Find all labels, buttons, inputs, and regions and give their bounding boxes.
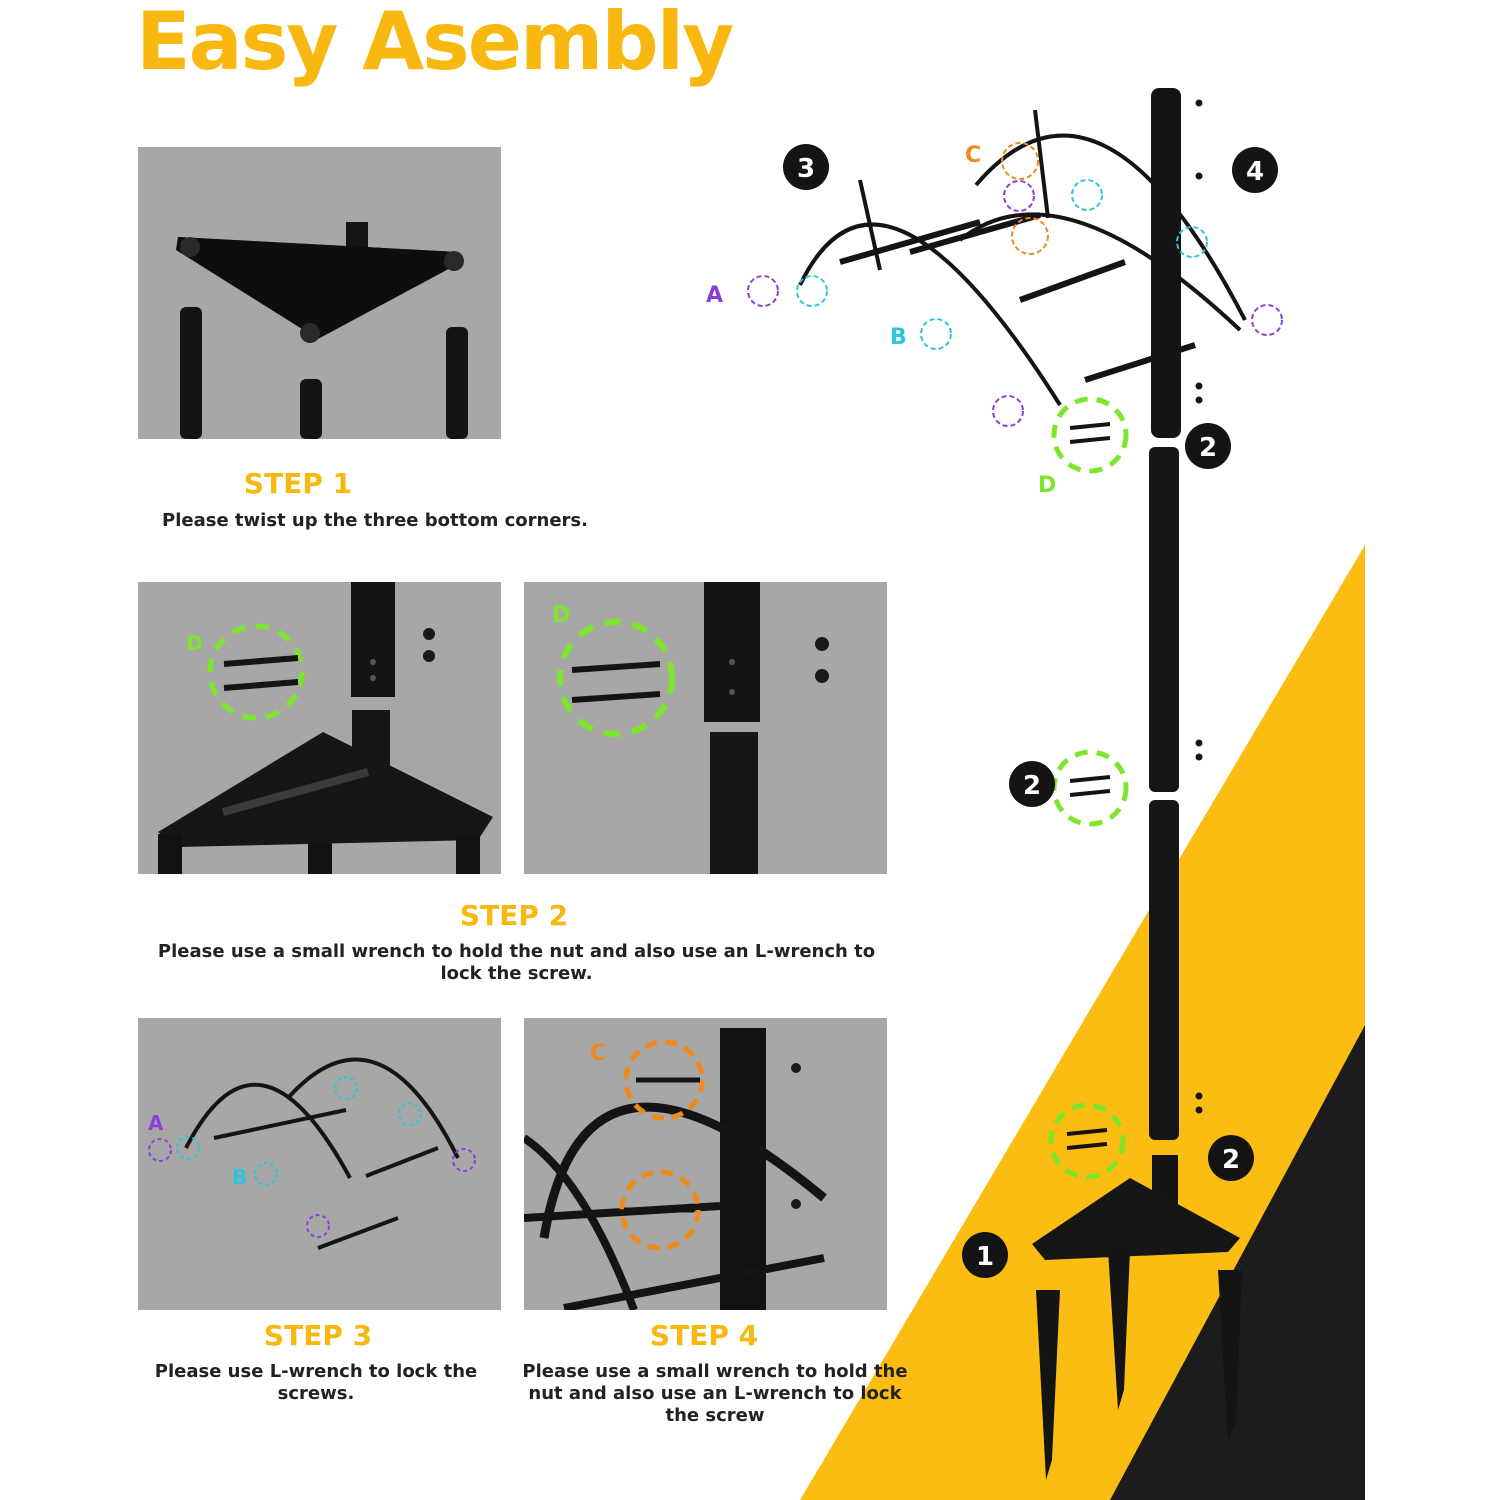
step-2-label: STEP 2 (459, 899, 569, 932)
step-2b-part-d-label: D (552, 603, 571, 628)
part-a-label: A (706, 283, 724, 308)
step-4-label: STEP 4 (649, 1319, 759, 1352)
step-3-text: Please use L-wrench to lock the screws. (154, 1361, 478, 1404)
step-1-label: STEP 1 (243, 467, 353, 500)
svg-text:4: 4 (1245, 157, 1265, 187)
marker-2-middle (1009, 761, 1055, 807)
step-4-text: Please use a small wrench to hold the nut and also use an L-wrench to lock the screw (522, 1361, 908, 1426)
step-3-part-a-label: A (148, 1111, 164, 1135)
marker-1 (962, 1232, 1008, 1278)
page-title: Easy Asembly (136, 0, 733, 88)
marker-2-top (1185, 423, 1231, 469)
svg-text:2: 2 (1198, 433, 1218, 463)
part-d-label: D (1038, 473, 1057, 498)
svg-text:2: 2 (1221, 1145, 1241, 1175)
step-4-part-c-label: C (590, 1041, 607, 1066)
svg-text:3: 3 (796, 154, 816, 184)
part-b-label: B (890, 325, 907, 350)
svg-text:1: 1 (975, 1242, 995, 1272)
svg-text:2: 2 (1022, 771, 1042, 801)
step-1-text: Please twist up the three bottom corners. (162, 510, 588, 531)
part-c-label: C (965, 143, 982, 168)
marker-2-bottom (1208, 1135, 1254, 1181)
step-3-part-b-label: B (232, 1165, 248, 1189)
step-2-part-d-label: D (186, 631, 203, 655)
step-3-label: STEP 3 (263, 1319, 373, 1352)
marker-4 (1232, 147, 1278, 193)
marker-3 (783, 144, 829, 190)
step-2-text: Please use a small wrench to hold the nut and also use an L-wrench to lock the screw. (157, 941, 876, 984)
